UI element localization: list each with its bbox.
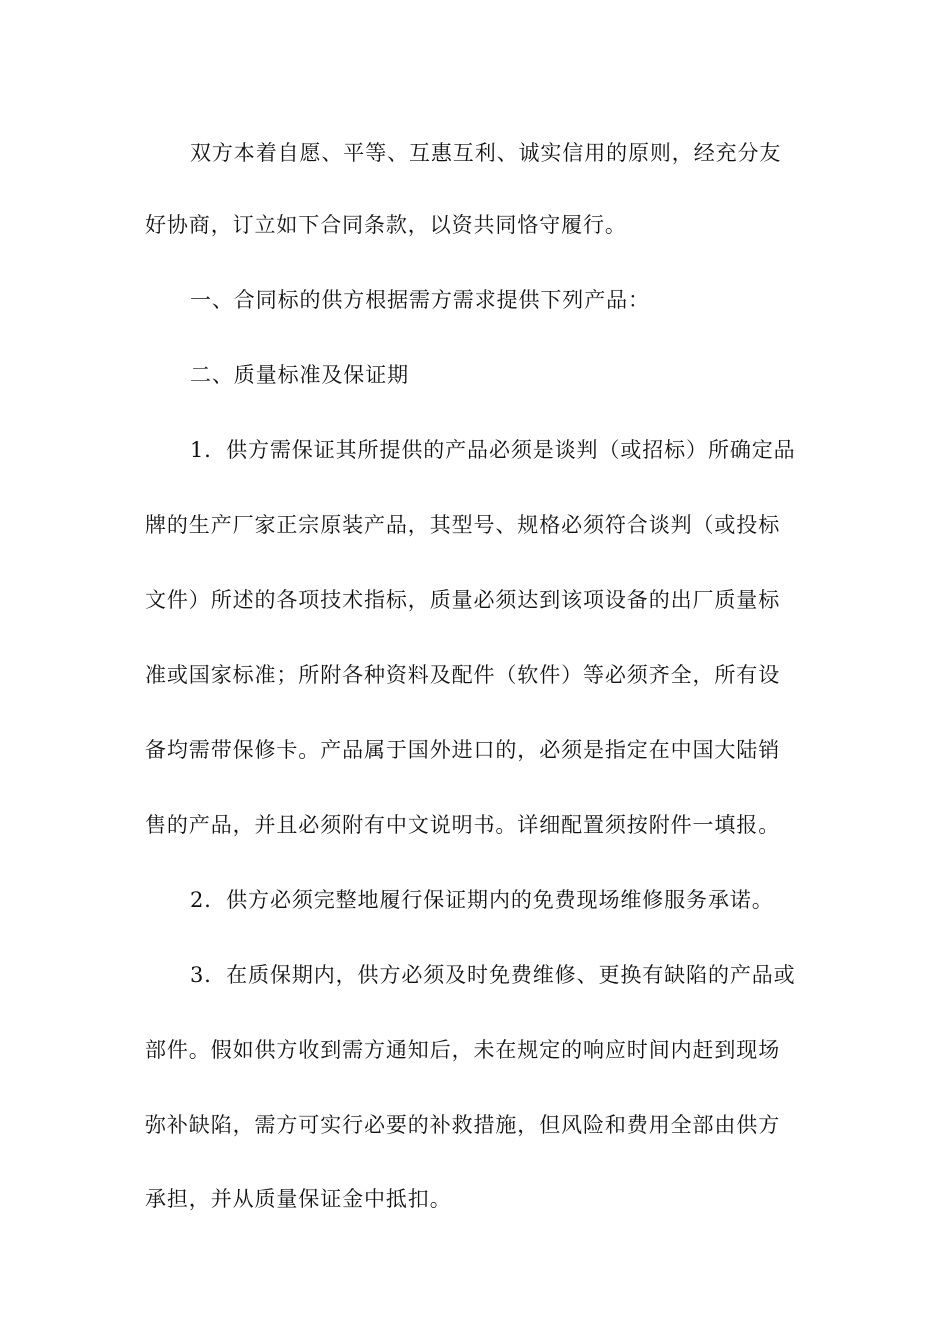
paragraph-line: 弥补缺陷，需方可实行必要的补救措施，但风险和费用全部由供方: [145, 1113, 781, 1137]
paragraph-line: 文件）所述的各项技术指标，质量必须达到该项设备的出厂质量标: [145, 588, 781, 612]
paragraph-line: 售的产品，并且必须附有中文说明书。详细配置须按附件一填报。: [145, 813, 781, 837]
paragraph-line: 部件。假如供方收到需方通知后，未在规定的响应时间内赶到现场: [145, 1038, 781, 1062]
paragraph-line: 承担，并从质量保证金中抵扣。: [145, 1187, 452, 1211]
paragraph-line: 准或国家标准；所附各种资料及配件（软件）等必须齐全，所有设: [145, 663, 781, 687]
paragraph-line: 好协商，订立如下合同条款，以资共同恪守履行。: [145, 213, 627, 237]
paragraph-line: 备均需带保修卡。产品属于国外进口的，必须是指定在中国大陆销: [145, 738, 781, 762]
paragraph-line: 双方本着自愿、平等、互惠互利、诚实信用的原则，经充分友: [190, 141, 782, 165]
paragraph-line: 2．供方必须完整地履行保证期内的免费现场维修服务承诺。: [190, 888, 774, 912]
section-heading: 二、质量标准及保证期: [190, 363, 409, 387]
paragraph-line: 牌的生产厂家正宗原装产品，其型号、规格必须符合谈判（或投标: [145, 513, 781, 537]
paragraph-line: 1．供方需保证其所提供的产品必须是谈判（或招标）所确定品: [190, 438, 796, 462]
section-heading: 一、合同标的供方根据需方需求提供下列产品：: [190, 288, 650, 312]
paragraph-line: 3．在质保期内，供方必须及时免费维修、更换有缺陷的产品或: [190, 963, 796, 987]
